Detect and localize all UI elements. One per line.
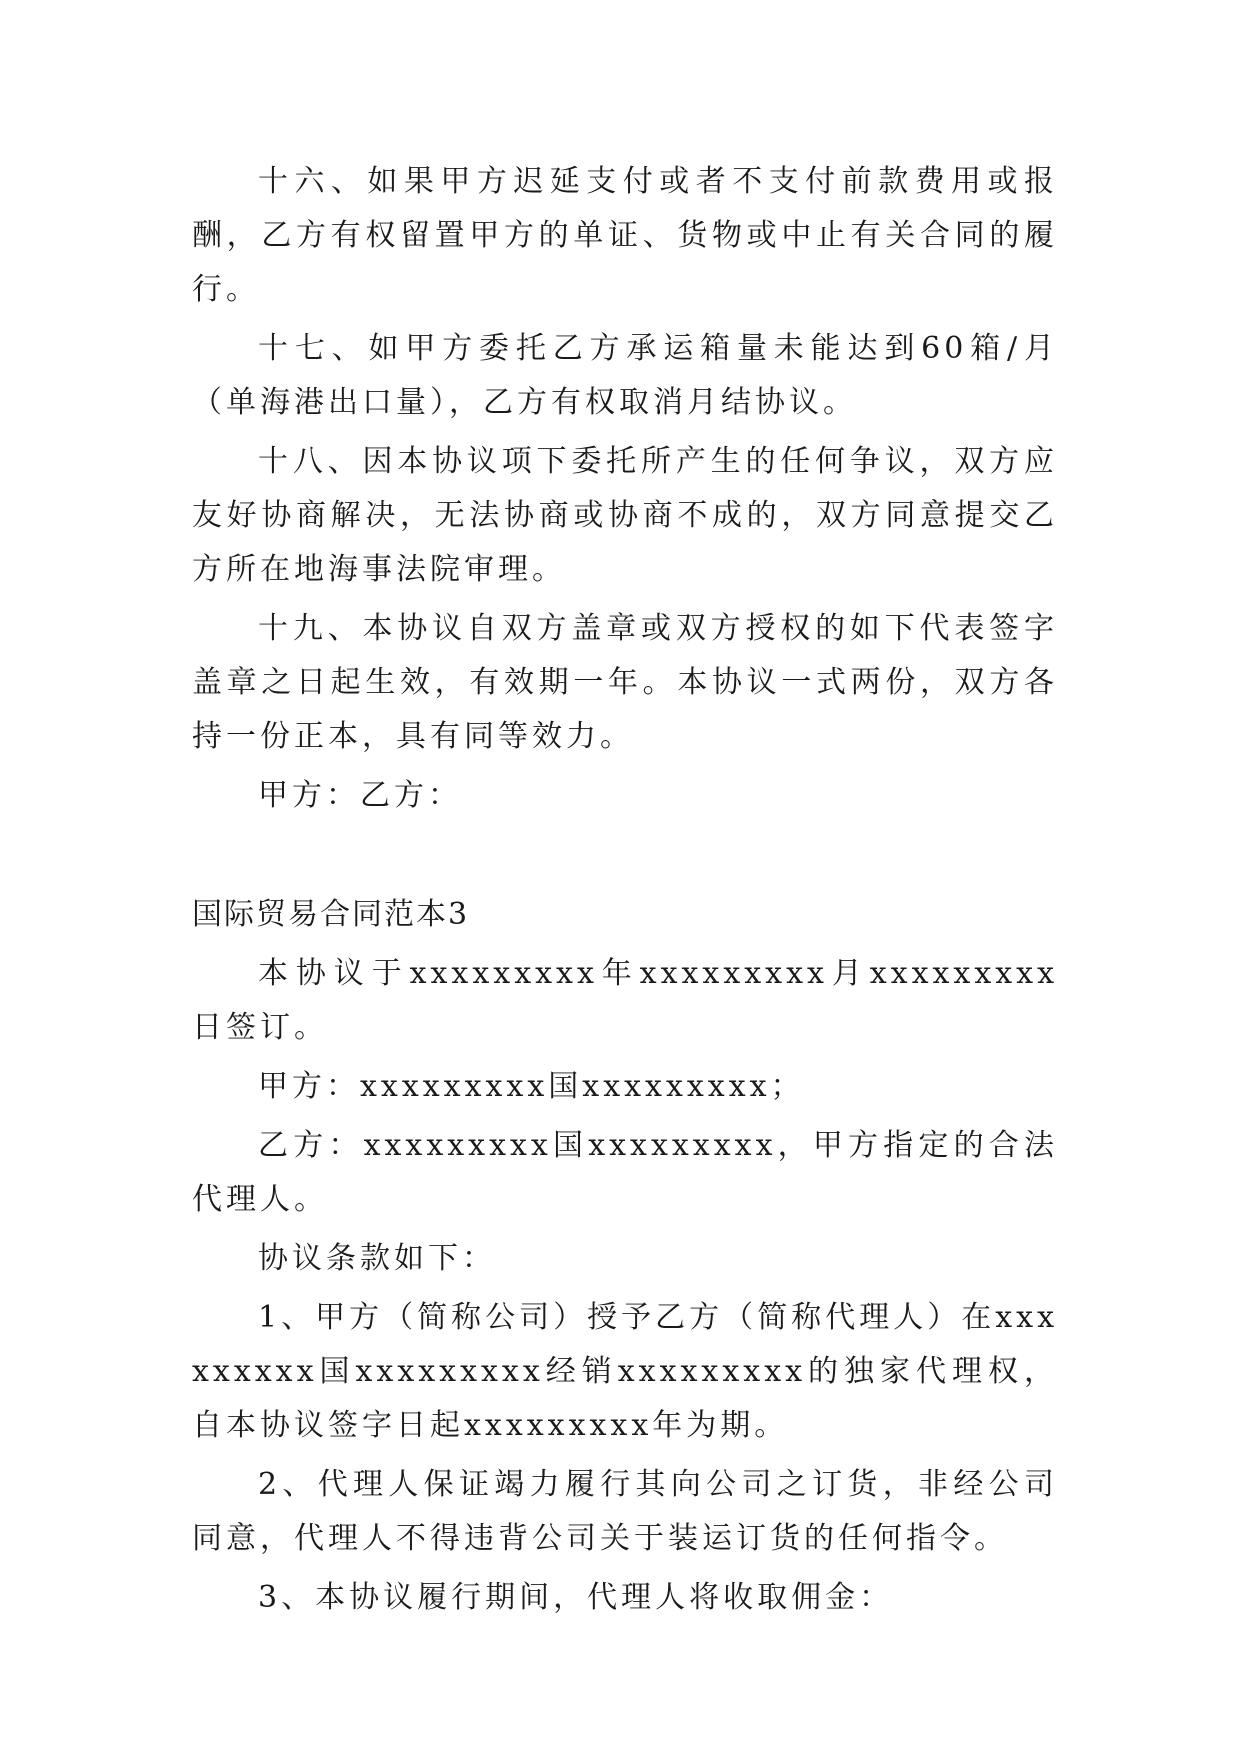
term-2: 2、代理人保证竭力履行其向公司之订货，非经公司同意，代理人不得违背公司关于装运订货的任何指令。 [192, 1467, 1058, 1556]
party-a: 甲方：xxxxxxxxx国xxxxxxxxx； [258, 1069, 805, 1104]
agreement-date: 本协议于xxxxxxxxx年xxxxxxxxx月xxxxxxxxx日签订。 [192, 956, 1058, 1045]
party-b: 乙方：xxxxxxxxx国xxxxxxxxx，甲方指定的合法代理人。 [192, 1128, 1058, 1217]
term-1: 1、甲方（简称公司）授予乙方（简称代理人）在xxxxxxxxx国xxxxxxxxx经销xxxxxxxxx的独家代理权，自本协议签字日起xxxxxxxxx年为期。 [192, 1300, 1058, 1443]
section-title: 国际贸易合同范本3 [192, 897, 470, 932]
term-3: 3、本协议履行期间，代理人将收取佣金： [258, 1580, 894, 1615]
signature-line: 甲方：乙方： [258, 778, 462, 813]
terms-intro: 协议条款如下： [258, 1241, 496, 1276]
clause-17: 十七、如甲方委托乙方承运箱量未能达到60箱/月（单海港出口量），乙方有权取消月结协议。 [192, 331, 1058, 420]
clause-16: 十六、如果甲方迟延支付或者不支付前款费用或报酬，乙方有权留置甲方的单证、货物或中止有关合同的履行。 [192, 164, 1058, 307]
section-spacer [192, 828, 1058, 888]
clause-18: 十八、因本协议项下委托所产生的任何争议，双方应友好协商解决，无法协商或协商不成的，双方同意提交乙方所在地海事法院审理。 [192, 444, 1058, 587]
clause-19: 十九、本协议自双方盖章或双方授权的如下代表签字盖章之日起生效，有效期一年。本协议一式两份，双方各持一份正本，具有同等效力。 [192, 611, 1058, 754]
document-page [192, 155, 1058, 1630]
